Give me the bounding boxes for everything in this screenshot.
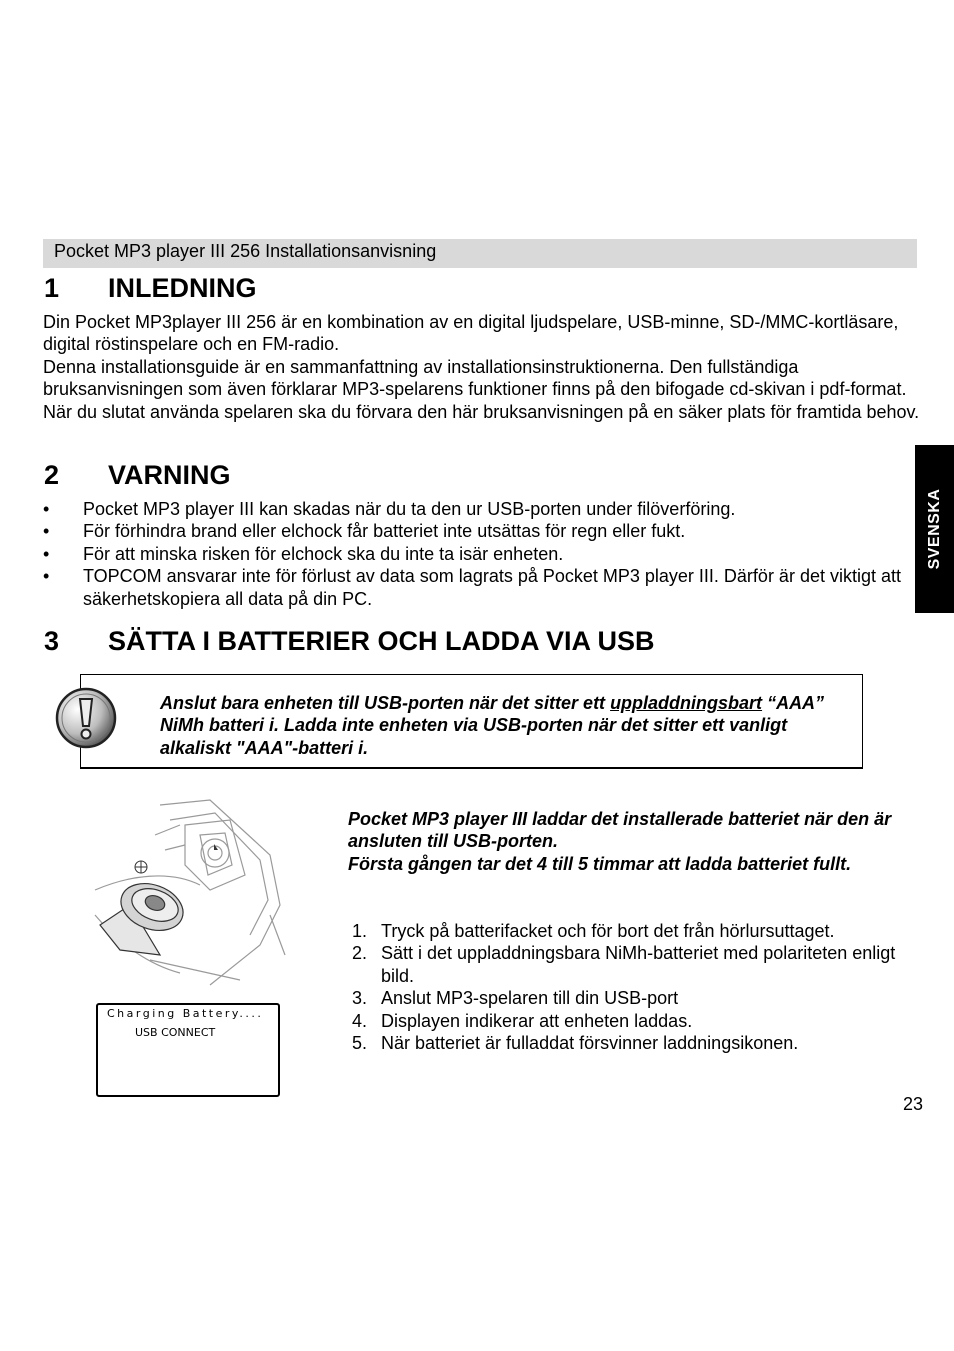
step-number: 3. (352, 988, 368, 1009)
language-tab-label: SVENSKA (925, 488, 943, 570)
lcd-charging-text: Charging Battery.... (107, 1007, 264, 1020)
exclamation-icon (54, 686, 118, 750)
page-header: Pocket MP3 player III 256 Installationsanvisning (43, 239, 917, 268)
charging-note (348, 808, 893, 875)
steps-list (348, 920, 908, 1054)
list-item (348, 987, 908, 1009)
list-item (43, 543, 903, 565)
step-text: Anslut MP3-spelaren till din USB-port (381, 988, 679, 1009)
list-item-text: För förhindra brand eller elchock får batteriet inte utsättas för regn eller fukt. (83, 521, 686, 542)
battery-insertion-illustration (90, 795, 290, 990)
section-title: INLEDNING (108, 273, 257, 303)
bullet: • (43, 543, 50, 564)
list-item (348, 1032, 908, 1054)
page-number: 23 (903, 1094, 924, 1114)
section-number: 1 (44, 273, 60, 303)
list-item (348, 1010, 908, 1032)
step-text: Tryck på batterifacket och för bort det från hörlursuttaget. (381, 921, 835, 941)
list-item (348, 920, 908, 942)
caution-underlined: uppladdningsbart (610, 693, 763, 713)
section-title: VARNING (108, 460, 231, 490)
bullet: • (43, 499, 50, 519)
list-item-text: Pocket MP3 player III kan skadas när du ta den ur USB-porten under filöverföring. (83, 499, 736, 519)
charging-note-line: Första gången tar det 4 till 5 timmar att ladda batteriet fullt. (348, 853, 852, 874)
list-item-text: För att minska risken för elchock ska du inte ta isär enheten. (83, 543, 564, 564)
bullet: • (43, 521, 50, 542)
list-item-text: TOPCOM ansvarar inte för förlust av data som lagrats på Pocket MP3 player III. Därför är det viktigt att säkerhetskopiera all data på din PC. (83, 566, 901, 609)
list-item (43, 520, 903, 542)
section-number: 3 (44, 626, 60, 656)
step-number: 5. (352, 1033, 368, 1054)
charging-note-line: Pocket MP3 player III laddar det installerade batteriet när den är ansluten till USB-porten. (348, 809, 892, 852)
section-title: SÄTTA I BATTERIER OCH LADDA VIA USB (108, 626, 655, 656)
caution-text (160, 692, 840, 759)
intro-paragraph-1: Din Pocket MP3player III 256 är en kombination av en digital ljudspelare, USB-minne, SD-/MMC-kortläsare, digital röstinspelare och en FM-radio. (43, 312, 899, 355)
caution-text-part: “AAA” NiMh batteri i. Ladda inte enheten via USB-porten när det sitter ett vanligt alkaliskt "AAA"-batteri i. (160, 693, 825, 758)
step-text: Displayen indikerar att enheten laddas. (381, 1010, 693, 1031)
section-1-heading (44, 272, 257, 304)
list-item (348, 942, 908, 987)
warning-list (43, 498, 903, 610)
lcd-usb-text: USB CONNECT (135, 1026, 216, 1039)
intro-paragraph-2: Denna installationsguide är en sammanfattning av installationsinstruktionerna. Den fullständiga bruksanvisningen som även förklarar MP3-spelarens funktioner finns på den bifogade cd-skivan i pdf-format. När du slutat använda spelaren ska du förvara den här bruksanvisningen på en säker plats för framtida behov. (43, 357, 920, 422)
section-number: 2 (44, 460, 60, 490)
caution-text-part: Anslut bara enheten till USB-porten när det sitter ett (160, 693, 611, 713)
bullet: • (43, 566, 50, 587)
step-text: Sätt i det uppladdningsbara NiMh-batteriet med polariteten enligt bild. (381, 943, 896, 986)
step-number: 2. (352, 943, 368, 964)
language-tab (915, 445, 954, 613)
section-2-heading (44, 459, 231, 491)
step-number: 1. (352, 921, 368, 941)
section-3-heading (44, 625, 655, 657)
list-item (43, 498, 903, 520)
list-item (43, 565, 903, 610)
step-text: När batteriet är fulladdat försvinner laddningsikonen. (381, 1033, 799, 1054)
step-number: 4. (352, 1010, 368, 1031)
